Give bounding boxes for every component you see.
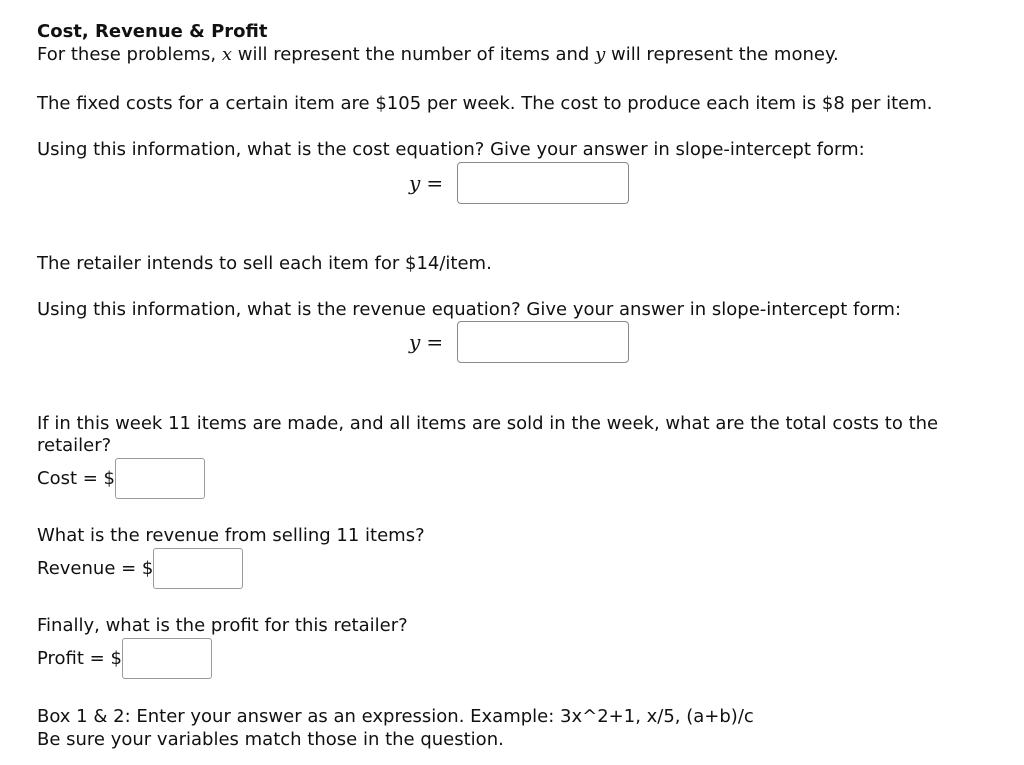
revenue-equation-variable: y	[409, 330, 421, 354]
selling-price-statement: The retailer intends to sell each item for $14/item.	[37, 253, 492, 274]
fixed-cost-statement: The fixed costs for a certain item are $105 per week. The cost to produce each item is $8 per item.	[37, 93, 933, 114]
revenue-equation-row	[409, 321, 629, 363]
profit-row	[37, 638, 212, 679]
revenue-equation-question: Using this information, what is the revenue equation? Give your answer in slope-intercept form:	[37, 299, 902, 320]
problem-title: Cost, Revenue & Profit	[37, 21, 268, 42]
cost-equation-input[interactable]	[457, 162, 629, 204]
profit-input[interactable]	[122, 638, 212, 679]
profit-label: Profit = $	[37, 648, 122, 669]
revenue-equation-equals: =	[426, 330, 444, 354]
total-cost-row	[37, 458, 205, 499]
total-revenue-row	[37, 548, 243, 589]
revenue-question: What is the revenue from selling 11 items?	[37, 525, 425, 546]
total-revenue-input[interactable]	[153, 548, 243, 589]
total-cost-label: Cost = $	[37, 468, 115, 489]
cost-equation-question: Using this information, what is the cost equation? Give your answer in slope-intercept form:	[37, 139, 865, 160]
cost-equation-variable: y	[409, 171, 421, 195]
variable-match-note: Be sure your variables match those in the question.	[37, 729, 504, 750]
revenue-equation-input[interactable]	[457, 321, 629, 363]
total-cost-input[interactable]	[115, 458, 205, 499]
cost-equation-equals: =	[426, 171, 444, 195]
total-revenue-label: Revenue = $	[37, 558, 154, 579]
total-cost-question-line2: retailer?	[37, 435, 112, 456]
total-cost-question-line1: If in this week 11 items are made, and all items are sold in the week, what are the total costs to the	[37, 413, 939, 434]
cost-equation-row	[409, 162, 629, 204]
intro-text-mid: will represent the number of items and	[232, 44, 596, 65]
variable-y: y	[595, 44, 606, 65]
problem-intro	[37, 43, 839, 66]
intro-text-pre: For these problems,	[37, 44, 222, 65]
intro-text-post: will represent the money.	[605, 44, 839, 65]
profit-question: Finally, what is the profit for this retailer?	[37, 615, 408, 636]
input-format-note: Box 1 & 2: Enter your answer as an expression. Example: 3x^2+1, x/5, (a+b)/c	[37, 706, 754, 727]
variable-x: x	[221, 44, 233, 65]
